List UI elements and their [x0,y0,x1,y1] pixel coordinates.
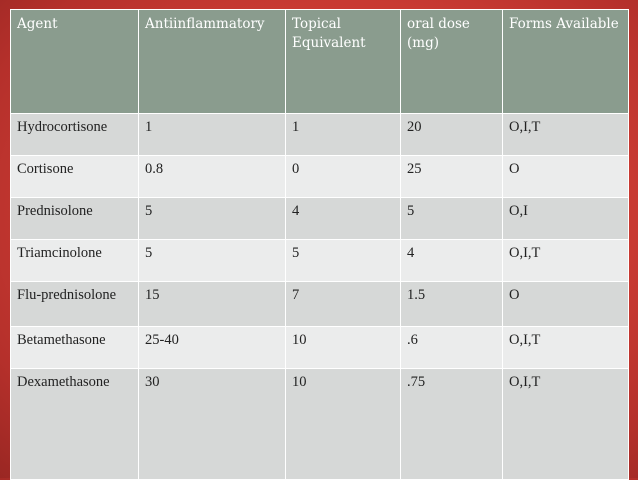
header-topical-equivalent: Topical Equivalent [286,10,401,114]
cell-topical: 10 [286,369,401,480]
cell-oral-dose: 1.5 [401,282,503,327]
cell-agent: Prednisolone [11,198,139,240]
cell-forms: O [503,282,629,327]
cell-antiinflammatory: 25-40 [139,327,286,369]
table-row [11,327,629,369]
header-forms-available: Forms Available [503,10,629,114]
header-oral-dose: oral dose (mg) [401,10,503,114]
cell-antiinflammatory: 5 [139,198,286,240]
header-antiinflammatory: Antiinflammatory [139,10,286,114]
cell-forms: O [503,156,629,198]
cell-antiinflammatory: 30 [139,369,286,480]
table-row [11,114,629,156]
cell-forms: O,I,T [503,240,629,282]
cell-agent: Flu-prednisolone [11,282,139,327]
cell-oral-dose: .75 [401,369,503,480]
cell-agent: Betamethasone [11,327,139,369]
cell-agent: Hydrocortisone [11,114,139,156]
cell-forms: O,I,T [503,114,629,156]
cell-topical: 7 [286,282,401,327]
cell-forms: O,I [503,198,629,240]
table-row [11,156,629,198]
cell-oral-dose: 20 [401,114,503,156]
table-row [11,240,629,282]
header-agent: Agent [11,10,139,114]
cell-topical: 1 [286,114,401,156]
cell-oral-dose: 4 [401,240,503,282]
cell-agent: Triamcinolone [11,240,139,282]
cell-oral-dose: .6 [401,327,503,369]
cell-topical: 5 [286,240,401,282]
cell-oral-dose: 5 [401,198,503,240]
corticosteroid-table [10,9,629,480]
cell-antiinflammatory: 5 [139,240,286,282]
cell-antiinflammatory: 15 [139,282,286,327]
cell-topical: 0 [286,156,401,198]
cell-topical: 10 [286,327,401,369]
cell-antiinflammatory: 0.8 [139,156,286,198]
cell-topical: 4 [286,198,401,240]
header-row [11,10,629,114]
cell-forms: O,I,T [503,327,629,369]
cell-antiinflammatory: 1 [139,114,286,156]
cell-agent: Dexamethasone [11,369,139,480]
table-row [11,369,629,480]
cell-forms: O,I,T [503,369,629,480]
table-row [11,282,629,327]
cell-oral-dose: 25 [401,156,503,198]
cell-agent: Cortisone [11,156,139,198]
table-row [11,198,629,240]
